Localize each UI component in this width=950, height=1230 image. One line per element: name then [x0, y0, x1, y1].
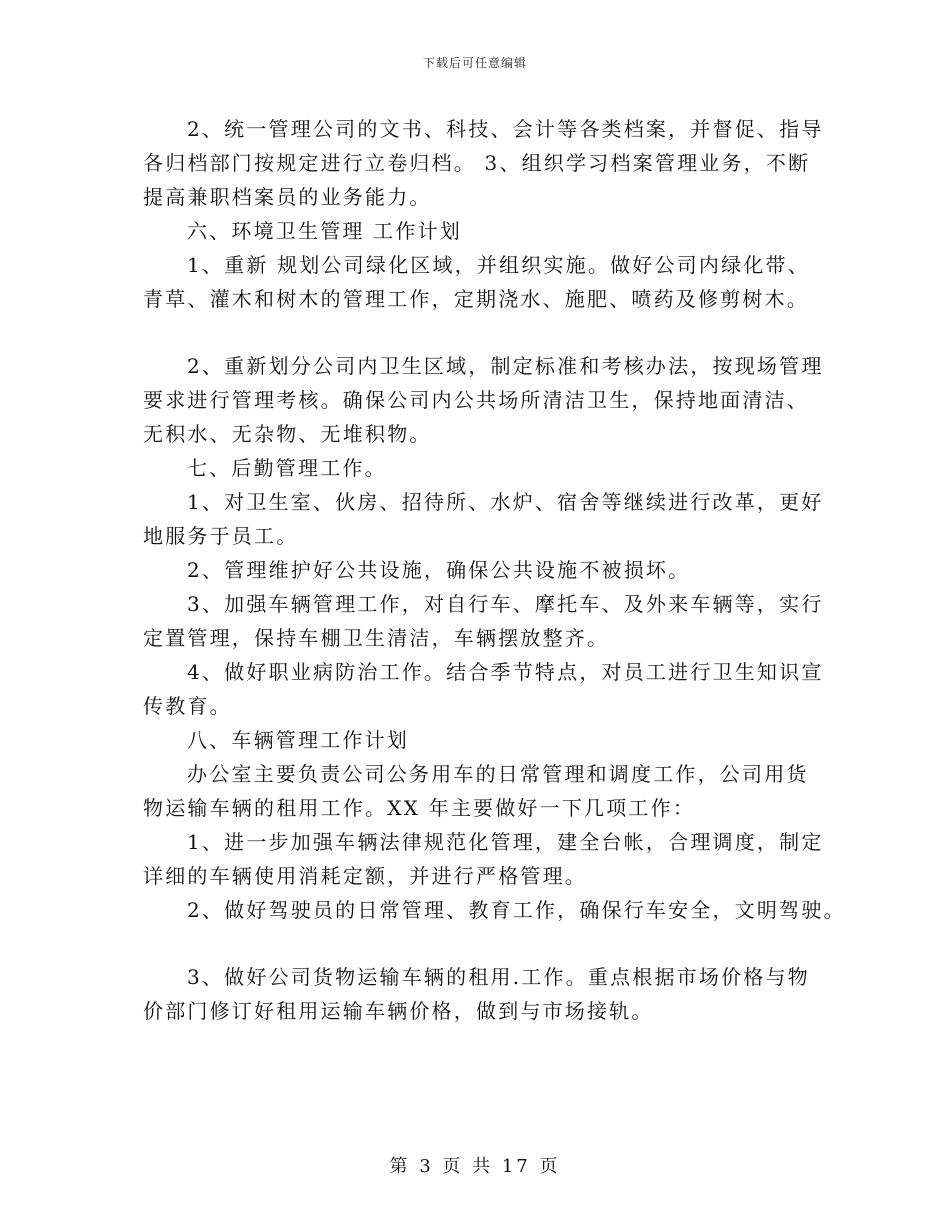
paragraph-line: 1、重新 规划公司绿化区域，并组织实施。做好公司内绿化带、 — [187, 253, 810, 277]
page-header: 下载后可任意编辑 — [422, 56, 527, 70]
paragraph-gap — [143, 316, 823, 349]
paragraph-gap — [143, 927, 823, 960]
paragraph-line: 2、做好驾驶员的日常管理、教育工作，确保行车安全，文明驾驶。 — [187, 898, 846, 922]
paragraph-line: 办公室主要负责公司公务用车的日常管理和调度工作，公司用货 — [187, 762, 809, 786]
paragraph-line: 3、做好公司货物运输车辆的租用.工作。重点根据市场价格与物 — [187, 965, 810, 989]
paragraph-line: 1、对卫生室、伙房、招待所、水炉、宿舍等继续进行改革，更好 — [187, 490, 824, 514]
paragraph-line: 地服务于员工。 — [143, 524, 299, 548]
paragraph-line: 定置管理，保持车棚卫生清洁，车辆摆放整齐。 — [143, 626, 610, 650]
section-heading: 八、车辆管理工作计划 — [187, 728, 409, 752]
paragraph-line: 详细的车辆使用消耗定额，并进行严格管理。 — [143, 864, 587, 888]
paragraph-line: 2、统一管理公司的文书、科技、会计等各类档案，并督促、指导 — [187, 117, 824, 141]
document-body — [143, 112, 846, 1028]
paragraph-line: 传教育。 — [143, 694, 232, 718]
paragraph-line: 各归档部门按规定进行立卷归档。 3、组织学习档案管理业务，不断 — [143, 151, 811, 175]
paragraph-line: 4、做好职业病防治工作。结合季节特点，对员工进行卫生知识宣 — [187, 660, 824, 684]
paragraph-line: 提高兼职档案员的业务能力。 — [143, 185, 432, 209]
paragraph-line: 2、管理维护好公共设施，确保公共设施不被损坏。 — [187, 558, 691, 582]
paragraph-line: 要求进行管理考核。确保公司内公共场所清洁卫生，保持地面清洁、 — [143, 388, 809, 412]
paragraph-line: 1、进一步加强车辆法律规范化管理，建全台帐，合理调度，制定 — [187, 830, 824, 854]
paragraph-line: 物运输车辆的租用工作。XX 年主要做好一下几项工作： — [143, 796, 696, 820]
section-heading: 七、后勤管理工作。 — [187, 456, 387, 480]
paragraph-line: 2、重新划分公司内卫生区域，制定标准和考核办法，按现场管理 — [187, 354, 824, 378]
paragraph-line: 3、加强车辆管理工作，对自行车、摩托车、及外来车辆等，实行 — [187, 592, 824, 616]
paragraph-line: 价部门修订好租用运输车辆价格，做到与市场接轨。 — [143, 999, 654, 1023]
page-number-footer: 第 3 页 共 17 页 — [389, 1156, 561, 1177]
paragraph-line: 青草、灌木和树木的管理工作，定期浇水、施肥、喷药及修剪树木。 — [143, 287, 809, 311]
section-heading: 六、环境卫生管理 工作计划 — [187, 219, 462, 243]
paragraph-line: 无积水、无杂物、无堆积物。 — [143, 422, 432, 446]
